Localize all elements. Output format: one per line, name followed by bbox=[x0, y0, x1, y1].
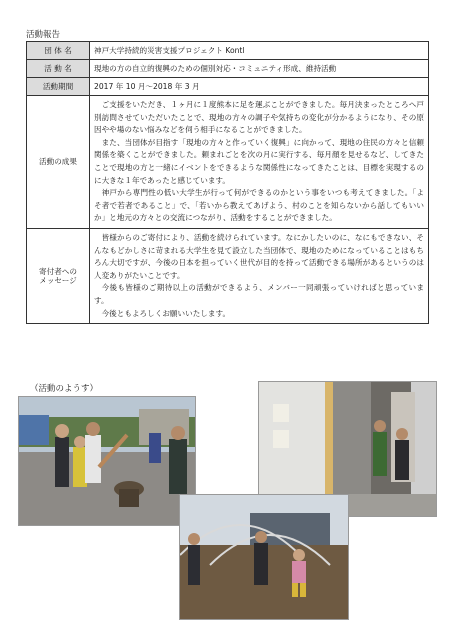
period-label: 活動期間 bbox=[27, 78, 90, 96]
photos-caption: （活動のようす） bbox=[30, 384, 99, 394]
table-row bbox=[27, 96, 429, 229]
message-paragraph: 皆様からのご寄付により、活動を続けられています。なにかしたいのに、なにもできない、そんなもどかしさに苛まれる大学生を見て設立した当団体で、現地のためになっていることはもちろん大切ですが、今後の日本を担っていく世代が目的を持って活動できる場所があるというのは人変ありがたいことです。 bbox=[94, 232, 424, 280]
message-paragraph: 今後も皆様のご期待以上の活動ができるよう、メンバー一同頑張っていければと思っています。 bbox=[94, 283, 424, 305]
table-row bbox=[27, 78, 429, 96]
table-row bbox=[27, 228, 429, 323]
results-paragraph: ご支援をいただき、１ヶ月に１度熊本に足を運ぶことができました。毎月決まったところへ戸別訪問させていただいたことで、現地の方々の調子や気持ちの変化が分かるようになり、その原因やや場のない悩みなどを伺う相手になることができました。 bbox=[94, 100, 424, 135]
results-label: 活動の成果 bbox=[27, 96, 90, 229]
report-table bbox=[26, 41, 429, 324]
results-paragraph: また、当団体が目指す「現地の方々と作っていく復興」に向かって、現地の住民の方々と信頼関係を築くことができました。頼まれごとを次の月に実行する、毎月顔を見せるなど、してきたことで現地の方と一緒にイベントをできるような関係性になってきたことは、目標を実現するのに大きな１年であったと感じています。 bbox=[94, 137, 424, 185]
activity-value: 現地の方の自立的復興のための個別対応・コミュニティ形成、維持活動 bbox=[90, 60, 429, 78]
table-row bbox=[27, 60, 429, 78]
section-heading: 活動報告 bbox=[26, 30, 61, 40]
activity-photo-greenhouse bbox=[179, 494, 349, 620]
results-text bbox=[90, 96, 429, 229]
message-paragraph: 今後ともよろしくお願いいたします。 bbox=[101, 308, 231, 318]
org-value: 神戸大学持続的災害支援プロジェクト Kontl bbox=[90, 42, 429, 60]
message-text bbox=[90, 228, 429, 323]
table-row bbox=[27, 42, 429, 60]
message-label: 寄付者への メッセージ bbox=[27, 228, 90, 323]
org-label: 団 体 名 bbox=[27, 42, 90, 60]
results-paragraph: 神戸から専門性の低い大学生が行って何ができるのかという事をいつも考えてきました。「よそ者で若者であること」で、「若いから教えてあげよう、村のことを知らないから話してもいいか」と地元の方々との交流につながり、活動をすることができました。 bbox=[94, 188, 424, 223]
activity-photo-mochi bbox=[18, 396, 196, 526]
activity-label: 活 動 名 bbox=[27, 60, 90, 78]
period-value: 2017 年 10 月〜2018 年 3 月 bbox=[90, 78, 429, 96]
